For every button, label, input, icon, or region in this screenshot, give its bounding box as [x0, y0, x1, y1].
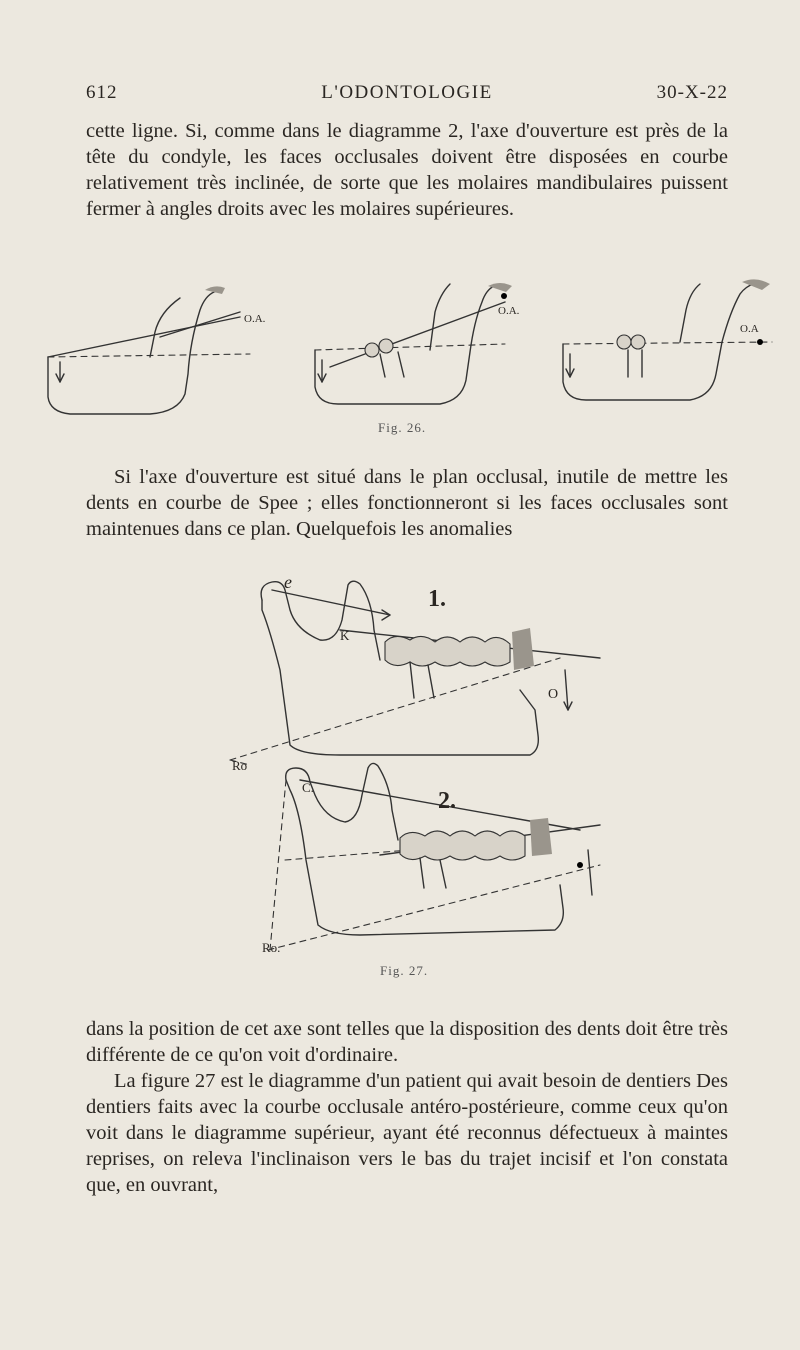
- fig26-caption: Fig. 26.: [378, 420, 427, 435]
- fig27-label-c: C.: [302, 780, 314, 795]
- fig27-label-o: O: [548, 687, 559, 702]
- fig26-label-oa-2: O.A.: [498, 305, 520, 317]
- fig26-mandible-3: [563, 279, 772, 400]
- fig26-mandible-1: [48, 286, 266, 414]
- fig27-diagram-1: [230, 572, 600, 773]
- paragraph-2: Si l'axe d'ouverture est situé dans le plan occlusal, inutile de mettre les dents en courbe de Spee ; elles fonctionneront si les faces occlusales sont maintenues dans ce plan. Quelquefois les anomalies: [86, 466, 728, 540]
- fig27-label-e: e: [284, 572, 292, 592]
- issue-date: 30-X-22: [656, 82, 728, 103]
- fig27-label-ro-bottom: Ro.: [262, 940, 281, 955]
- running-head: [86, 82, 728, 108]
- paragraph-1: cette ligne. Si, comme dans le diagramme 2, l'axe d'ouverture est près de la tête du condyle, les faces occlusales doivent être disposées en courbe relativement très inclinée, de sorte que les molaires mandibulaires puissent fermer à angles droits avec les molaires supérieures.: [86, 120, 728, 220]
- paragraph-4: La figure 27 est le diagramme d'un patient qui avait besoin de dentiers Des dentiers faits avec la courbe occlusale antéro-postérieure, comme ceux qu'on voit dans le diagramme supérieur, ayant été reconnus défectueux à maintes reprises, on releva l'inclinaison vers le bas du trajet incisif et l'on constata que, en ouvrant,: [86, 1070, 728, 1196]
- fig27-label-diagram-1: 1.: [428, 586, 446, 612]
- fig26-mandible-2: [315, 283, 520, 404]
- fig27-diagram-2: [262, 763, 600, 955]
- journal-title: L'ODONTOLOGIE: [321, 82, 493, 103]
- fig27-label-ro-top: Ro: [232, 758, 248, 773]
- figure-27: [0, 570, 800, 970]
- paragraph-3: dans la position de cet axe sont telles que la disposition des dents doit être très différente de ce qu'on voit d'ordinaire.: [86, 1018, 728, 1066]
- fig26-label-oa-1: O.A.: [244, 313, 266, 325]
- fig27-caption: Fig. 27.: [380, 963, 429, 978]
- page-number: 612: [86, 82, 118, 103]
- fig26-label-oa-3: O.A: [740, 323, 759, 335]
- fig27-label-k: K: [340, 628, 350, 643]
- fig27-label-diagram-2: 2.: [438, 788, 456, 814]
- figure-26: [0, 282, 800, 412]
